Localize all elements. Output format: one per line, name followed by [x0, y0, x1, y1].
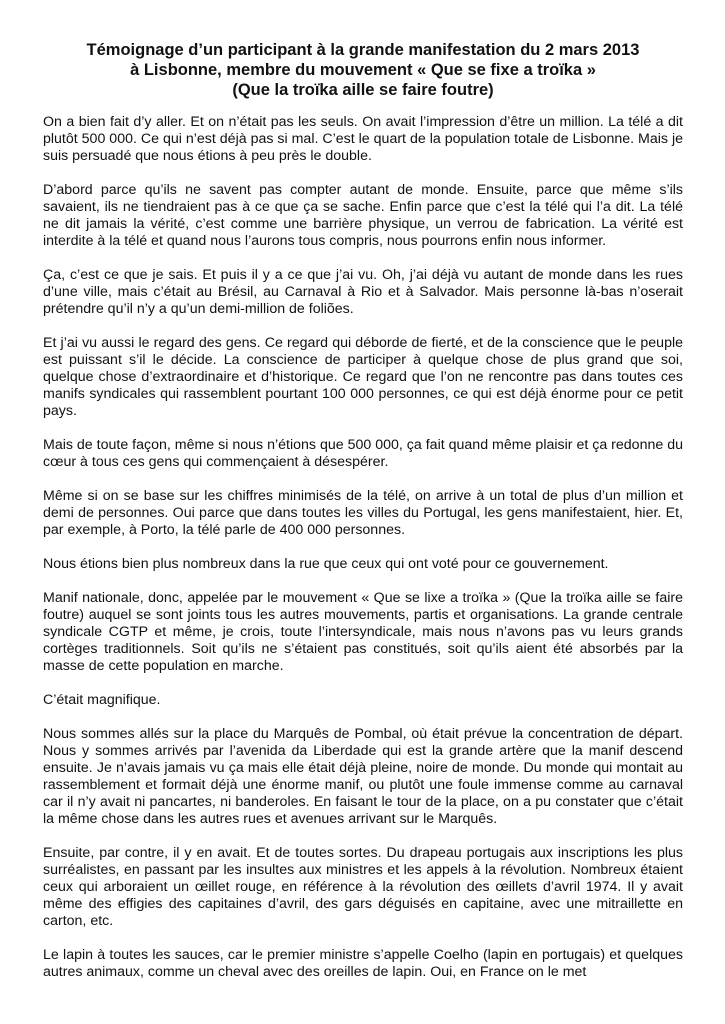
paragraph: C’était magnifique. — [43, 692, 161, 708]
paragraph: Ensuite, par contre, il y en avait. Et de toutes sortes. Du drapeau portugais aux inscriptions les plus surréalistes, en passant par les insultes aux ministres et les appels à la révolution. Nombreux étaient ceux qui arboraient un œillet rouge, en référence à la révolution des œillets d’avril 1974. Il y avait même des effigies des capitaines d’avril, des gars déguisés en capitaine, avec une mitraillette en carton, etc. — [43, 845, 683, 929]
title-line: à Lisbonne, membre du mouvement « Que se fixe a troïka » — [130, 61, 596, 79]
paragraph: Et j’ai vu aussi le regard des gens. Ce regard qui déborde de fierté, et de la conscience que le peuple est puissant s’il le décide. La conscience de participer à quelque chose de plus grand que soi, quelque chose d’extraordinaire et d’historique. Ce regard que l’on ne rencontre pas dans toutes ces manifs syndicales qui rassemblent pourtant 100 000 personnes, ce qui est déjà énorme pour ce petit pays. — [43, 335, 683, 419]
paragraph: Même si on se base sur les chiffres minimisés de la télé, on arrive à un total de plus d’un million et demi de personnes. Oui parce que dans toutes les villes du Portugal, les gens manifestaient, hier. Et, par exemple, à Porto, la télé parle de 400 000 personnes. — [43, 488, 683, 538]
paragraph: Manif nationale, donc, appelée par le mouvement « Que se lixe a troïka » (Que la troïka aille se faire foutre) auquel se sont joints tous les autres mouvements, partis et organisations. La grande centrale syndicale CGTP et même, je crois, toute l’intersyndicale, mais nous n’avons pas vu leurs grands cortèges traditionnels. Soit qu’ils ne s’étaient pas constitués, soit qu’ils aient été absorbés par la masse de cette population en marche. — [43, 590, 683, 674]
document-title — [43, 40, 683, 100]
paragraph: Ça, c’est ce que je sais. Et puis il y a ce que j’ai vu. Oh, j’ai déjà vu autant de monde dans les rues d’une ville, mais c’était au Brésil, au Carnaval à Rio et à Salvador. Mais personne là-bas n’oserait prétendre qu’il n’y a qu’un demi-million de foliões. — [43, 267, 683, 317]
paragraph: Nous sommes allés sur la place du Marquês de Pombal, où était prévue la concentration de départ. Nous y sommes arrivés par l’avenida da Liberdade qui est la grande artère que la manif descend ensuite. Je n’avais jamais vu ça mais elle était déjà pleine, noire de monde. Du monde qui montait au rassemblement et formait déjà une énorme manif, ou plutôt une foule immense comme au carnaval car il n’y avait ni pancartes, ni banderoles. En faisant le tour de la place, on a pu constater que c’était la même chose dans les autres rues et avenues arrivant sur le Marquês. — [43, 726, 683, 827]
paragraph: On a bien fait d’y aller. Et on n’était pas les seuls. On avait l’impression d’être un million. La télé a dit plutôt 500 000. Ce qui n’est déjà pas si mal. C’est le quart de la population totale de Lisbonne. Mais je suis persuadé que nous étions à peu près le double. — [43, 114, 683, 164]
paragraph: Nous étions bien plus nombreux dans la rue que ceux qui ont voté pour ce gouvernement. — [43, 556, 609, 572]
paragraph: Le lapin à toutes les sauces, car le premier ministre s’appelle Coelho (lapin en portugais) et quelques autres animaux, comme un cheval avec des oreilles de lapin. Oui, en France on le met — [43, 947, 683, 980]
paragraph: Mais de toute façon, même si nous n’étions que 500 000, ça fait quand même plaisir et ça redonne du cœur à tous ces gens qui commençaient à désespérer. — [43, 437, 683, 470]
document-body — [43, 114, 683, 981]
title-line: Témoignage d’un participant à la grande manifestation du 2 mars 2013 — [86, 41, 640, 59]
paragraph: D’abord parce qu’ils ne savent pas compter autant de monde. Ensuite, parce que même s’ils savaient, ils ne tiendraient pas à ce que ça se sache. Enfin parce que c’est la télé qui l’a dit. La télé ne dit jamais la vérité, c’est comme une barrière physique, un verrou de fabrication. La vérité est interdite à la télé et quand nous l’aurons tous compris, nous pourrons enfin nous informer. — [43, 182, 683, 249]
title-line: (Que la troïka aille se faire foutre) — [232, 81, 494, 99]
